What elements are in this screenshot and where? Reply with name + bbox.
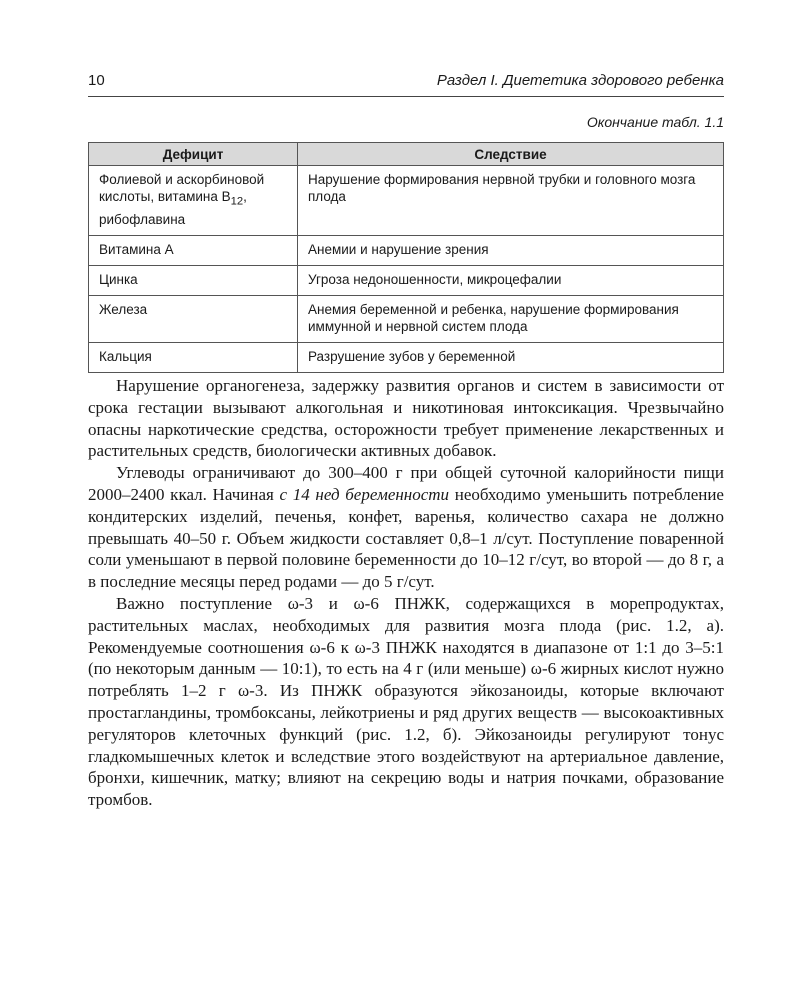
deficit-text-tail: , рибофлавина [99,189,247,227]
consequence-cell: Анемии и нарушение зрения [298,235,724,265]
column-header-consequence: Следствие [298,143,724,166]
table-row [89,295,724,342]
consequence-cell: Угроза недоношенности, микроцефалии [298,265,724,295]
table-row [89,342,724,372]
section-title: Раздел I. Диететика здорового ребенка [436,72,724,89]
deficit-cell: Витамина А [89,235,298,265]
table-row [89,166,724,236]
deficit-cell: Железа [89,295,298,342]
body-text [88,375,724,811]
deficit-table [88,142,724,373]
deficit-text: Фолиевой и аскорбиновой кислоты, витамина B [99,172,265,204]
paragraph [88,462,724,593]
paragraph: Нарушение органогенеза, задержку развития органов и систем в зависимости от срока гестации вызывают алкогольная и никотиновая интоксикация. Чрезвычайно опасны наркотические средства, осторожности требует применение лекарственных и растительных средств, биологически активных добавок. [88,376,724,461]
deficit-subscript: 12 [230,195,244,208]
consequence-cell: Анемия беременной и ребенка, нарушение формирования иммунной и нервной систем плода [298,295,724,342]
table-caption: Окончание табл. 1.1 [586,114,724,130]
paragraph: Важно поступление ω-3 и ω-6 ПНЖК, содержащихся в морепродуктах, растительных маслах, необходимых для развития мозга плода (рис. 1.2, а). Рекомендуемые соотношения ω-6 к ω-3 ПНЖК находятся в диапазоне от 1:1 до 3–5:1 (по некоторым данным — 10:1), то есть на 4 г (или меньше) ω-6 жирных кислот нужно потреблять 1–2 г ω-3. Из ПНЖК образуются эйкозаноиды, которые включают простагландины, тромбоксаны, лейкотриены и ряд других веществ — высокоактивных регуляторов клеточных функций (рис. 1.2, б). Эйкозаноиды регулируют тонус гладкомышечных клеток и вследствие этого воздействуют на артериальное давление, бронхи, кишечник, матку; влияют на секрецию воды и натрия почками, образование тромбов. [88,593,724,810]
paragraph-text: Углеводы ограничивают до 300–400 г при общей суточной калорийности пищи 2000–2400 ккал. Начиная [88,463,724,504]
paragraph-text: необходимо уменьшить потребление кондитерских изделий, печенья, конфет, варенья, количество сахара не должно превышать 40–50 г. Объем жидкости составляет 0,8–1 л/сут. Поступление поваренной соли уменьшают в первой половине беременности до 10–12 г/сут, во второй — до 8 г, а в последние месяцы перед родами — до 5 г/сут. [88,484,724,592]
page-number: 10 [88,72,105,89]
consequence-cell: Разрушение зубов у беременной [298,342,724,372]
table-header-row [89,143,724,166]
table-row [89,265,724,295]
deficit-cell: Кальция [89,342,298,372]
table-row [89,235,724,265]
consequence-cell: Нарушение формирования нервной трубки и головного мозга плода [298,166,724,236]
emphasis-text: с 14 нед беременности [279,484,450,504]
deficit-cell [89,166,298,236]
running-header [88,68,724,97]
deficit-cell: Цинка [89,265,298,295]
column-header-deficit: Дефицит [89,143,298,166]
